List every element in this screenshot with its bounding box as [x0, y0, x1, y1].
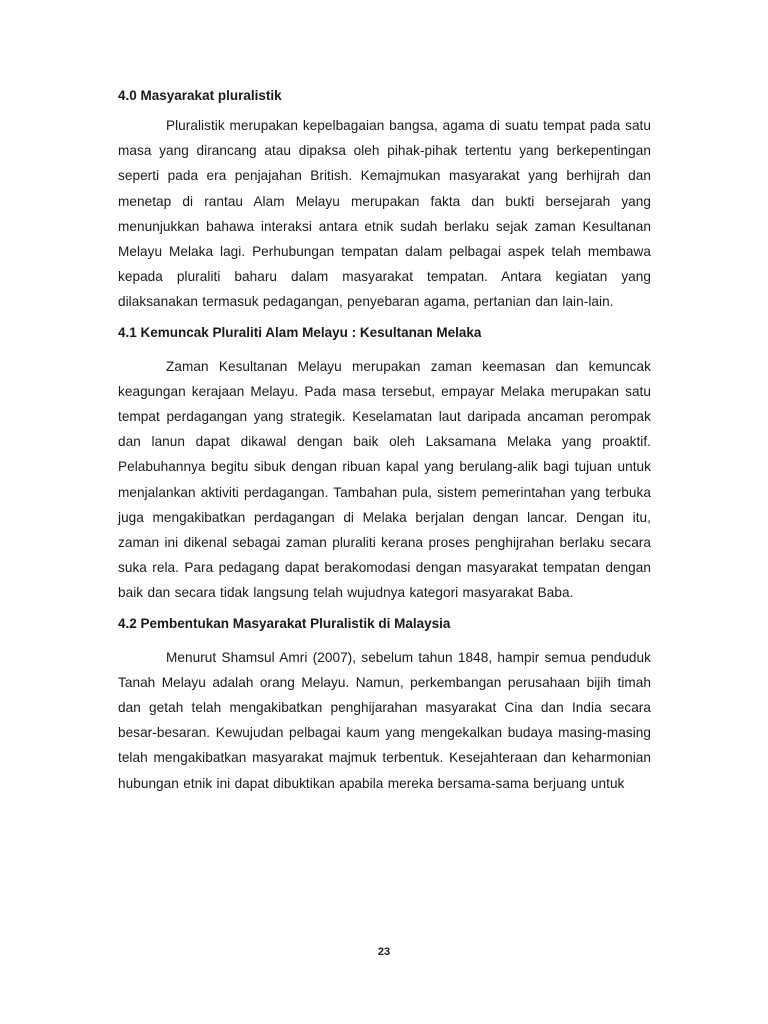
section-heading-4-1: 4.1 Kemuncak Pluraliti Alam Melayu : Kesultanan Melaka — [118, 324, 482, 340]
document-page — [118, 86, 651, 796]
section-paragraph-4-2: Menurut Shamsul Amri (2007), sebelum tahun 1848, hampir semua penduduk Tanah Melayu adalah orang Melayu. Namun, perkembangan perusahaan bijih timah dan getah telah mengakibatkan penghijarahan masyarakat Cina dan India secara besar-besaran. Kewujudan pelbagai kaum yang mengekalkan budaya masing-masing telah mengakibatkan masyarakat majmuk terbentuk. Kesejahteraan dan keharmonian hubungan etnik ini dapat dibuktikan apabila mereka bersama-sama berjuang untuk — [118, 649, 651, 791]
page-number: 23 — [377, 946, 391, 958]
section-paragraph-4-0: Pluralistik merupakan kepelbagaian bangsa, agama di suatu tempat pada satu masa yang dirancang atau dipaksa oleh pihak-pihak tertentu yang berkepentingan seperti pada era penjajahan British. Kemajmukan masyarakat yang berhijrah dan menetap di rantau Alam Melayu merupakan fakta dan bukti bersejarah yang menunjukkan bahawa interaksi antara etnik sudah berlaku sejak zaman Kesultanan Melayu Melaka lagi. Perhubungan tempatan dalam pelbagai aspek telah membawa kepada pluraliti baharu dalam masyarakat tempatan. Antara kegiatan yang dilaksanakan termasuk pedagangan, penyebaran agama, pertanian dan lain-lain. — [118, 118, 651, 310]
section-heading-4-0: 4.0 Masyarakat pluralistik — [118, 88, 282, 103]
section-paragraph-4-1: Zaman Kesultanan Melayu merupakan zaman keemasan dan kemuncak keagungan kerajaan Melayu. Pada masa tersebut, empayar Melaka merupakan satu tempat perdagangan yang strategik. Keselamatan laut daripada ancaman perompak dan lanun dapat dikawal dengan baik oleh Laksamana Melaka yang proaktif. Pelabuhannya begitu sibuk dengan ribuan kapal yang berulang-alik bagi tujuan untuk menjalankan aktiviti perdagangan. Tambahan pula, sistem pemerintahan yang terbuka juga mengakibatkan perdagangan di Melaka berjalan dengan lancar. Dengan itu, zaman ini dikenal sebagai zaman pluraliti kerana proses penghijrahan berlaku secara suka rela. Para pedagang dapat berakomodasi dengan masyarakat tempatan dengan baik dan secara tidak langsung telah wujudnya kategori masyarakat Baba. — [118, 358, 651, 601]
section-heading-4-2: 4.2 Pembentukan Masyarakat Pluralistik di Malaysia — [118, 615, 451, 631]
